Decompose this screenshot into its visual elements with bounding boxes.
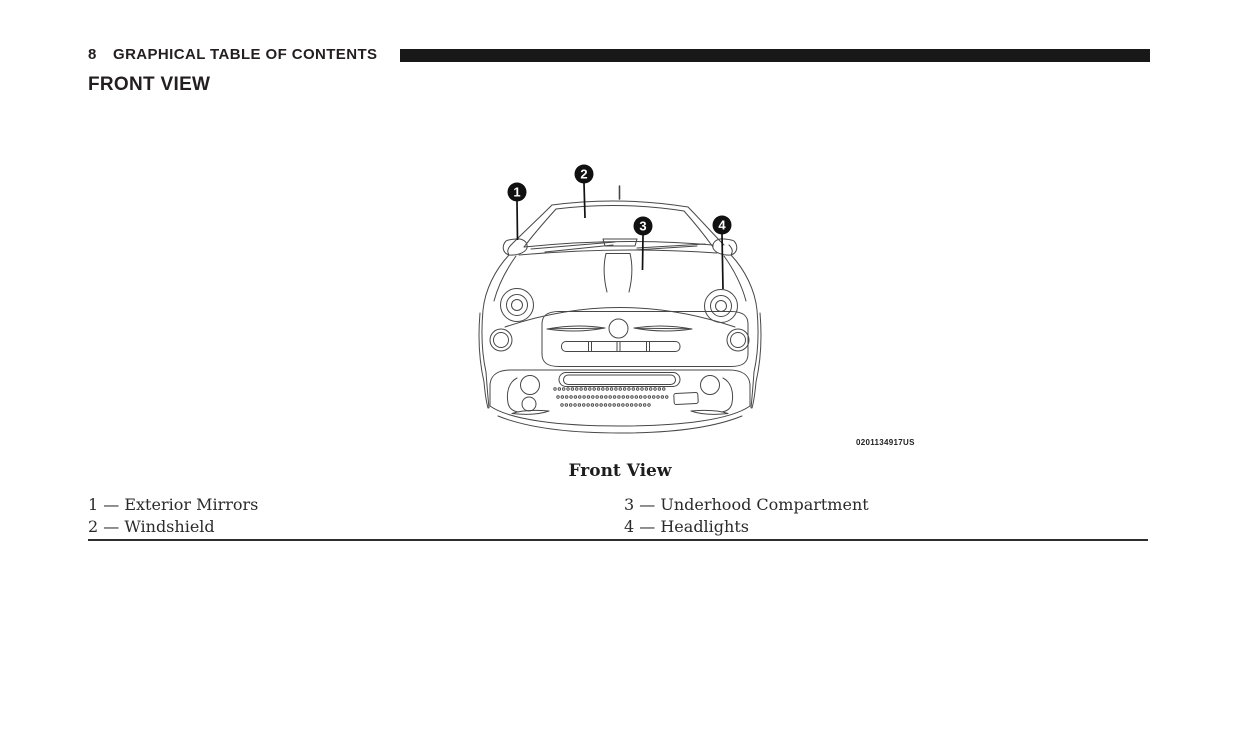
legend-row-underhood-compartment: 3 — Underhood Compartment [624,495,869,514]
headlight-right-mid [711,296,732,317]
headlight-left-outer [501,289,534,322]
bumper-lip [498,416,742,433]
callout-2-number: 2 [580,166,588,182]
page-number: 8 [88,46,97,63]
headlight-left-mid [507,295,528,316]
roof-inner-line [556,205,684,211]
tow-hook-cover [674,392,699,404]
hood-crease-right [629,254,632,293]
callout-1-number: 1 [513,184,521,200]
legend-row-windshield: 2 — Windshield [88,517,215,536]
callout-2-line [584,183,585,218]
header-bar [400,49,1150,62]
bumper-circle-right-top [701,376,720,395]
headlight-right-inner [716,301,727,312]
headlight-left-inner [512,300,523,311]
car-front-view-illustration [465,158,775,450]
figure-caption: Front View [568,461,672,481]
grille-blade-right-line [638,328,688,329]
legend-bottom-rule [88,539,1148,541]
bumper-slot-right [691,410,728,414]
hood-crease-left [604,254,607,293]
bumper-circle-left-top [521,376,540,395]
grille-bar-dividers [589,342,650,352]
page-heading: FRONT VIEW [88,74,211,95]
hood-front-edge [505,308,735,328]
legend-row-exterior-mirrors: 1 — Exterior Mirrors [88,495,259,514]
callout-4-line [722,234,723,289]
roof-line [552,201,688,207]
callout-1-line [517,201,518,240]
legend-row-headlights: 4 — Headlights [624,517,749,536]
lower-grille-dots [555,389,671,405]
cowl-line [519,250,717,255]
headlight-right-outer [705,290,738,323]
bumper-slot-left [512,410,549,414]
grille-blade-left-line [551,328,601,329]
callout-3-number: 3 [639,218,647,234]
figure-image-code: 0201134917US [856,438,915,447]
foglight-left-inner [494,333,509,348]
brand-badge [609,319,628,338]
grille-bar [562,342,681,352]
foglight-right-inner [731,333,746,348]
section-title: GRAPHICAL TABLE OF CONTENTS [113,46,378,63]
callout-4-number: 4 [718,217,726,233]
bumper-circle-left-bottom [522,397,536,411]
bumper-corner-right [722,378,733,412]
bumper-opening-inner [564,375,676,385]
fender-right-inner [724,256,746,301]
callout-3-line [643,235,644,270]
grille-panel [542,312,748,367]
bumper-bottom [490,406,750,426]
bumper-corner-left [507,378,518,412]
